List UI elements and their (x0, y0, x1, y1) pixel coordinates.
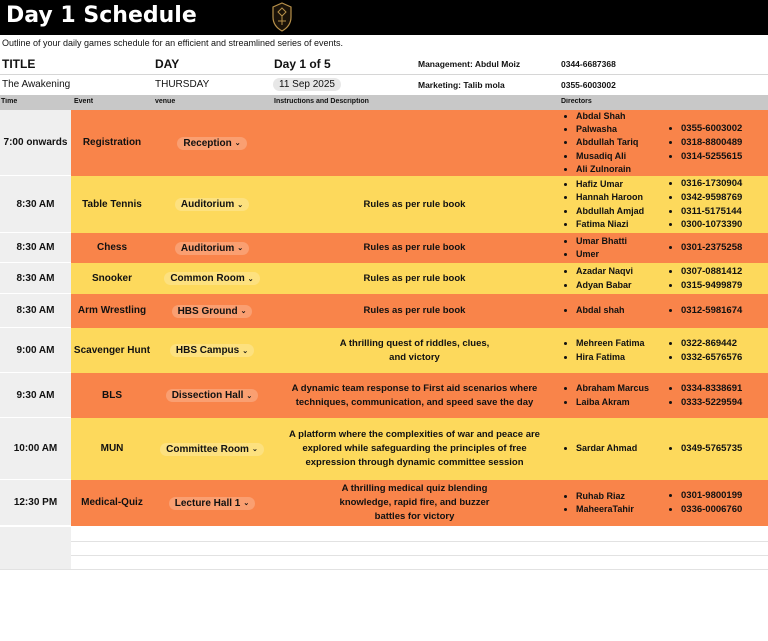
empty-row (0, 555, 768, 570)
management-phone: 0344-6687368 (561, 59, 616, 69)
venue-label: HBS Campus (175, 345, 240, 356)
time-cell[interactable]: 9:00 AM (0, 328, 71, 373)
director-name: • Umar Bhatti (576, 235, 663, 248)
director-phone: • 0333-5229594 (681, 396, 768, 410)
title-label: TITLE (2, 57, 36, 71)
empty-time-cell (0, 541, 71, 555)
directors-cell[interactable] (558, 233, 663, 263)
director-name: • Umer (576, 248, 663, 261)
director-name: • Mehreen Fatima (576, 337, 663, 350)
director-name: • Palwasha (576, 123, 663, 136)
director-name: • MaheeraTahir (576, 503, 663, 516)
description-cell[interactable] (271, 110, 558, 176)
venue-dropdown[interactable] (169, 497, 255, 510)
venue-cell (153, 418, 271, 480)
phones-cell[interactable] (663, 110, 768, 176)
event-cell[interactable]: Chess (96, 242, 127, 254)
directors-cell[interactable] (558, 294, 663, 328)
director-phone: • 0315-9499879 (681, 279, 768, 293)
directors-cell[interactable] (558, 373, 663, 418)
empty-row (0, 541, 768, 556)
column-venue: venue (155, 98, 176, 105)
empty-row (0, 527, 768, 542)
description-cell[interactable]: A platform where the complexities of war and peace are explored while safeguarding the principles of free expression through dynamic committee session (289, 429, 540, 468)
venue-label: HBS Ground (177, 305, 238, 317)
venue-cell (153, 110, 271, 176)
director-phone: • 0322-869442 (681, 337, 768, 351)
phones-cell[interactable] (663, 328, 768, 373)
chevron-down-icon: ⌄ (243, 500, 250, 507)
venue-cell (153, 480, 271, 526)
empty-time-cell (0, 527, 71, 541)
phones-cell[interactable] (663, 233, 768, 263)
event-cell[interactable]: BLS (102, 389, 122, 401)
day-value[interactable]: THURSDAY (155, 79, 210, 90)
director-phone: • 0318-8800489 (681, 136, 768, 150)
venue-dropdown[interactable] (166, 389, 259, 402)
page-title: Day 1 Schedule (6, 3, 197, 28)
director-name: • Abdal shah (576, 304, 663, 317)
chevron-down-icon: ⌄ (247, 275, 254, 283)
schedule-row (0, 480, 768, 526)
director-name: • Abdal Shah (576, 110, 663, 123)
venue-cell (153, 233, 271, 263)
director-name: • Fatima Niazi (576, 218, 663, 231)
venue-label: Reception (183, 137, 232, 149)
director-name: • Sardar Ahmad (576, 442, 663, 455)
venue-label: Common Room (170, 273, 245, 284)
column-directors: Directors (561, 98, 592, 105)
empty-time-cell (0, 555, 71, 569)
venue-label: Lecture Hall 1 (174, 497, 241, 509)
director-phone: • 0307-0881412 (681, 265, 768, 279)
director-name: • Abdullah Amjad (576, 205, 663, 218)
director-name: • Hafiz Umar (576, 178, 663, 191)
venue-label: Dissection Hall (171, 390, 244, 401)
title-value[interactable]: The Awakening (2, 79, 71, 90)
time-cell[interactable]: 8:30 AM (0, 294, 71, 328)
description-cell[interactable]: Rules as per rule book (363, 272, 466, 284)
director-phone: • 0349-5765735 (681, 442, 768, 456)
venue-cell (153, 263, 271, 294)
phones-cell[interactable] (663, 480, 768, 526)
title-bar (0, 0, 768, 35)
director-name: • Abraham Marcus (576, 382, 663, 395)
chevron-down-icon: ⌄ (237, 245, 244, 252)
day-label: DAY (155, 57, 180, 71)
schedule-row (0, 373, 768, 418)
time-cell[interactable]: 9:30 AM (0, 373, 71, 418)
phones-cell[interactable] (663, 418, 768, 480)
director-phone: • 0301-9800199 (681, 489, 768, 503)
column-header-row (0, 95, 768, 110)
director-phone: • 0311-5175144 (681, 205, 768, 219)
marketing-phone: 0355-6003002 (561, 80, 616, 90)
venue-cell (153, 373, 271, 418)
event-cell[interactable]: Snooker (91, 272, 132, 284)
schedule-row (0, 233, 768, 263)
schedule-row (0, 328, 768, 373)
event-cell[interactable]: Medical-Quiz (81, 497, 143, 509)
venue-dropdown[interactable] (160, 443, 264, 456)
time-cell[interactable]: 8:30 AM (0, 263, 71, 294)
director-phone: • 0316-1730904 (681, 177, 768, 191)
chevron-down-icon: ⌄ (251, 446, 258, 453)
schedule-row (0, 418, 768, 480)
directors-cell[interactable] (558, 480, 663, 526)
event-cell[interactable]: MUN (100, 443, 124, 455)
directors-cell[interactable] (558, 418, 663, 480)
venue-cell (153, 176, 271, 233)
venue-cell (153, 328, 271, 373)
director-name: • Hira Fatima (576, 351, 663, 364)
venue-dropdown[interactable] (172, 305, 253, 318)
director-phone: • 0314-5255615 (681, 150, 768, 164)
venue-cell (153, 294, 271, 328)
directors-cell[interactable] (558, 263, 663, 294)
venue-dropdown[interactable] (175, 242, 249, 255)
schedule-row (0, 263, 768, 294)
event-cell[interactable]: Scavenger Hunt (73, 344, 151, 356)
directors-cell[interactable] (558, 328, 663, 373)
time-cell[interactable]: 12:30 PM (0, 480, 71, 526)
chevron-down-icon: ⌄ (242, 347, 249, 355)
director-name: • Ruhab Riaz (576, 490, 663, 503)
director-phone: • 0312-5981674 (681, 304, 768, 318)
venue-label: Committee Room (166, 443, 249, 455)
chevron-down-icon: ⌄ (246, 392, 253, 400)
directors-cell[interactable] (558, 110, 663, 176)
phones-cell[interactable] (663, 373, 768, 418)
time-cell[interactable]: 10:00 AM (0, 418, 71, 480)
date-chip[interactable]: 11 Sep 2025 (273, 78, 341, 91)
venue-dropdown[interactable] (164, 272, 259, 285)
director-phone: • 0342-9598769 (681, 191, 768, 205)
description-cell[interactable]: A thrilling quest of riddles, clues, and victory (339, 337, 490, 363)
phones-cell[interactable] (663, 176, 768, 233)
schedule-row (0, 176, 768, 233)
chevron-down-icon: ⌄ (237, 201, 244, 209)
description-cell[interactable]: Rules as per rule book (363, 198, 466, 210)
header-row-1 (0, 53, 768, 75)
venue-dropdown[interactable] (170, 344, 254, 357)
description-cell[interactable]: Rules as per rule book (363, 305, 466, 317)
description-cell[interactable]: Rules as per rule book (363, 242, 466, 254)
director-name: • Azadar Naqvi (576, 265, 663, 278)
phones-cell[interactable] (663, 294, 768, 328)
column-event: Event (74, 98, 94, 105)
director-name: • Adyan Babar (576, 279, 663, 292)
venue-dropdown[interactable] (177, 137, 246, 150)
director-phone: • 0332-6576576 (681, 351, 768, 365)
director-name: • Ali Zulnorain (576, 163, 663, 176)
event-cell[interactable]: Arm Wrestling (77, 305, 147, 317)
description-cell[interactable]: A dynamic team response to First aid scenarios where techniques, communication, and speed save the day (291, 382, 538, 408)
chevron-down-icon: ⌄ (234, 140, 241, 147)
time-cell[interactable]: 8:30 AM (0, 233, 71, 263)
management-contact: Management: Abdul Moiz (418, 59, 521, 69)
schedule-row (0, 110, 768, 176)
header-row-2 (0, 74, 768, 96)
column-instructions: Instructions and Description (274, 98, 369, 105)
director-phone: • 0300-1073390 (681, 218, 768, 232)
venue-label: Auditorium (180, 199, 235, 210)
description-cell[interactable]: A thrilling medical quiz blending knowledge, rapid fire, and buzzer battles for victory (339, 483, 490, 522)
event-cell[interactable]: Table Tennis (82, 198, 142, 210)
director-phone: • 0355-6003002 (681, 122, 768, 136)
column-time: Time (1, 98, 18, 105)
marketing-contact: Marketing: Talib mola (418, 80, 505, 90)
director-name: • Abdullah Tariq (576, 136, 663, 149)
page-subtitle: Outline of your daily games schedule for an efficient and streamlined series of events. (2, 38, 344, 48)
time-cell[interactable]: 8:30 AM (0, 176, 71, 233)
director-name: • Musadiq Ali (576, 150, 663, 163)
event-cell[interactable]: Registration (82, 137, 142, 149)
director-phone: • 0334-8338691 (681, 382, 768, 396)
director-name: • Hannah Haroon (576, 191, 663, 204)
venue-label: Auditorium (180, 242, 235, 254)
day-count: Day 1 of 5 (274, 57, 331, 71)
schedule-row (0, 294, 768, 328)
phones-cell[interactable] (663, 263, 768, 294)
time-cell[interactable]: 7:00 onwards (0, 110, 71, 176)
chevron-down-icon: ⌄ (240, 308, 247, 315)
director-phone: • 0301-2375258 (681, 241, 768, 255)
director-name: • Laiba Akram (576, 396, 663, 409)
director-phone: • 0336-0006760 (681, 503, 768, 517)
directors-cell[interactable] (558, 176, 663, 233)
crest-logo-icon (270, 1, 294, 33)
venue-dropdown[interactable] (175, 198, 249, 211)
